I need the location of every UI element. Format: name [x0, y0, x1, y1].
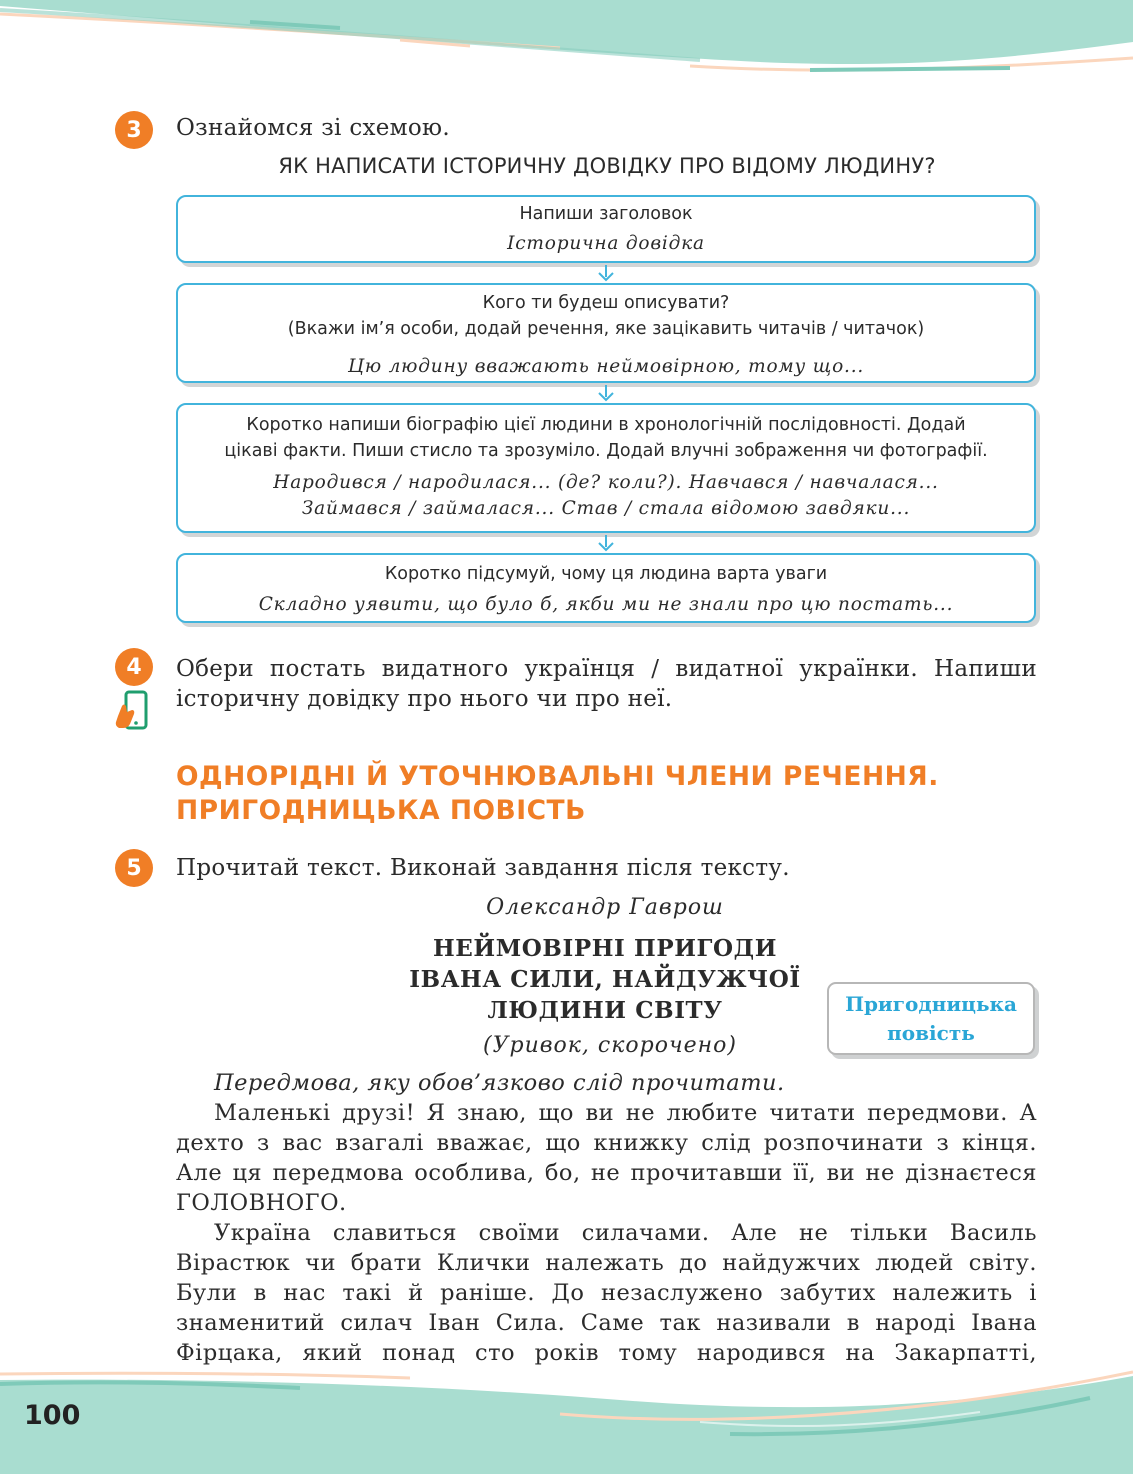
- step-instruction: Коротко напиши біографію цієї людини в хронологічній послідовності. Додай: [246, 415, 966, 435]
- work-title-line: ЛЮДИНИ СВІТУ: [487, 997, 723, 1024]
- genre-label-line: Пригодницька: [845, 991, 1017, 1016]
- preface-line: Передмова, яку обов’язково слід прочитати.: [214, 1070, 785, 1096]
- step-example: Історична довідка: [507, 233, 705, 254]
- work-title-line: НЕЙМОВІРНІ ПРИГОДИ: [432, 935, 778, 962]
- scheme-step-4: [176, 553, 1036, 623]
- tablet-touch-icon: [112, 690, 152, 732]
- step-example: Займався / займалася... Став / стала відомою завдяки...: [301, 498, 911, 519]
- work-title: [400, 933, 810, 1026]
- scheme-step-1: [176, 195, 1036, 263]
- author-name: Олександр Гаврош: [486, 895, 724, 920]
- excerpt-note: (Уривок, скорочено): [483, 1033, 737, 1058]
- arrow-down-icon: [596, 265, 616, 283]
- step-example: Народився / народилася... (де? коли?). Навчався / навчалася...: [273, 472, 939, 493]
- scheme-step-2: [176, 283, 1036, 383]
- paragraph: Маленькі друзі! Я знаю, що ви не любите читати передмови. А дехто з вас взагалі вважає, що книжку слід розпочинати з кінця. Але ця передмова особлива, бо, не прочитавши її, ви не дізнаєтеся ГОЛОВНОГО.: [176, 1100, 1037, 1216]
- arrow-down-icon: [596, 535, 616, 553]
- task-number-badge-5: 5: [115, 849, 153, 887]
- step-example: Складно уявити, що було б, якби ми не знали про цю постать...: [258, 594, 954, 615]
- section-heading-line-1: ОДНОРІДНІ Й УТОЧНЮВАЛЬНІ ЧЛЕНИ РЕЧЕННЯ.: [176, 761, 939, 792]
- step-instruction: цікаві факти. Пиши стисло та зрозуміло. Додай влучні зображення чи фотографії.: [224, 441, 988, 461]
- task5-instruction: Прочитай текст. Виконай завдання після тексту.: [176, 855, 790, 881]
- step-example: Цю людину вважають неймовірною, тому що...: [347, 356, 865, 377]
- step-instruction: Коротко підсумуй, чому ця людина варта уваги: [384, 564, 828, 584]
- paragraph: Україна славиться своїми силачами. Але не тільки Василь Вірастюк чи брати Клички належать до найдужчих людей світу. Були в нас такі й раніше. До незаслужено забутих належить і знаменитий силач Іван Сила. Саме так називали в народі Івана Фірцака, який понад сто років тому народився на Закарпатті,: [176, 1220, 1037, 1366]
- task-number-badge-4: 4: [115, 648, 153, 686]
- genre-label-line: повість: [887, 1020, 975, 1045]
- task4-line-2: історичну довідку про нього чи про неї.: [176, 686, 673, 712]
- arrow-down-icon: [596, 385, 616, 403]
- work-title-line: ІВАНА СИЛИ, НАЙДУЖЧОЇ: [409, 966, 801, 993]
- section-heading: [176, 760, 939, 828]
- genre-label-box: [827, 982, 1035, 1055]
- task3-instruction: Ознайомся зі схемою.: [176, 115, 450, 141]
- task-number-badge-3: 3: [115, 111, 153, 149]
- scheme-step-3: [176, 403, 1036, 533]
- section-heading-line-2: ПРИГОДНИЦЬКА ПОВІСТЬ: [176, 795, 586, 826]
- page-number: 100: [24, 1400, 81, 1431]
- step-instruction: Кого ти будеш описувати?: [482, 293, 730, 313]
- step-instruction: Напиши заголовок: [519, 204, 693, 224]
- task4-line-1: Обери постать видатного українця / видатної українки. Напиши: [176, 656, 1037, 682]
- top-decoration: [0, 0, 1133, 90]
- story-text: [176, 1068, 1037, 1368]
- bottom-decoration: [0, 1364, 1133, 1474]
- step-instruction: (Вкажи ім’я особи, додай речення, яке зацікавить читачів / читачок): [287, 319, 925, 339]
- scheme-title: ЯК НАПИСАТИ ІСТОРИЧНУ ДОВІДКУ ПРО ВІДОМУ ЛЮДИНУ?: [278, 154, 936, 178]
